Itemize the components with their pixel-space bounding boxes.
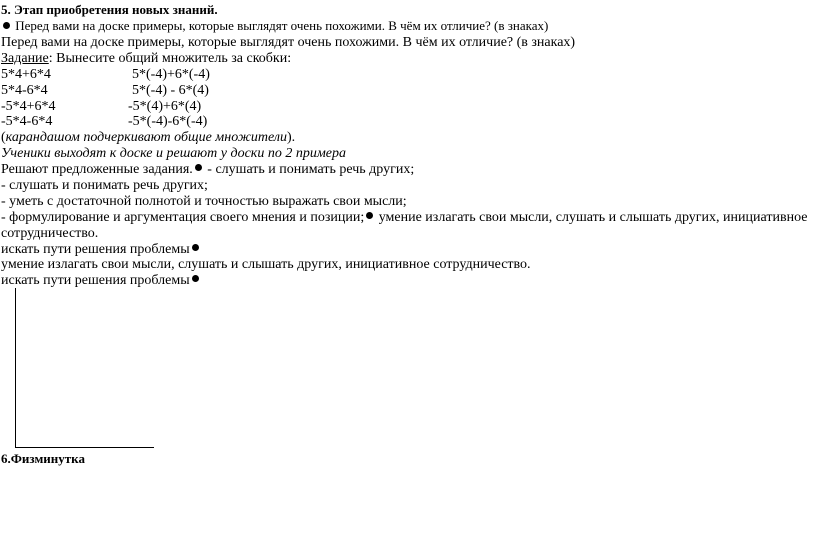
example-right: -5*(-4)-6*(-4) (128, 114, 208, 129)
paren-close: ). (286, 130, 296, 145)
example-left: 5*4+6*4 (1, 67, 51, 82)
example-row (1, 68, 51, 82)
list-item (1, 211, 807, 225)
example-right: 5*(-4) - 6*(4) (132, 83, 209, 98)
solve-after: - слушать и понимать речь других; (203, 162, 415, 177)
bullet-line (1, 19, 548, 32)
task-text: : Вынесите общий множитель за скобки: (48, 51, 292, 66)
bullet-line-text: Перед вами на доске примеры, которые выглядят очень похожими. В чём их отличие? (в знаках) (15, 18, 549, 33)
example-right: -5*(4)+6*(4) (128, 99, 202, 114)
frame-left-border (15, 288, 16, 447)
express-line: умение излагать свои мысли, слушать и слышать других, инициативное сотрудничество. (1, 257, 531, 272)
bullet-icon (192, 244, 199, 251)
students-line: Ученики выходят к доске и решают у доски по 2 примера (1, 146, 346, 161)
pencil-text: карандашом подчеркивают общие множители (5, 130, 287, 145)
search-line (1, 243, 201, 257)
task-line (1, 52, 291, 66)
question-line: Перед вами на доске примеры, которые выглядят очень похожими. В чём их отличие? (в знаках) (1, 35, 576, 50)
section-heading: 5. Этап приобретения новых знаний. (1, 2, 218, 17)
pencil-note (1, 131, 295, 145)
item3-text: - формулирование и аргументация своего мнения и позиции; (1, 210, 365, 225)
example-left: -5*4-6*4 (1, 114, 53, 129)
list-item: - уметь с достаточной полнотой и точностью выражать свои мысли; (1, 194, 407, 209)
bullet-icon (366, 212, 373, 219)
frame-bottom-border (15, 447, 154, 448)
bullet-icon (192, 275, 199, 282)
task-label: Задание (1, 51, 49, 66)
bullet-icon (195, 164, 202, 171)
example-left: -5*4+6*4 (1, 99, 56, 114)
paren-open: ( (1, 130, 6, 145)
bullet-icon (3, 22, 10, 29)
list-item: - слушать и понимать речь других; (1, 178, 208, 193)
solve-text: Решают предложенные задания. (1, 162, 193, 177)
item3-after: умение излагать свои мысли, слушать и слышать других, инициативное (375, 210, 808, 225)
solve-line (1, 163, 414, 177)
list-item-continuation: сотрудничество. (1, 226, 99, 241)
example-left: 5*4-6*4 (1, 83, 48, 98)
search-text: искать пути решения проблемы (1, 242, 190, 257)
search-line (1, 274, 201, 288)
section-heading: 6.Физминутка (1, 451, 85, 466)
example-right: 5*(-4)+6*(-4) (132, 67, 210, 82)
search-text: искать пути решения проблемы (1, 273, 190, 288)
